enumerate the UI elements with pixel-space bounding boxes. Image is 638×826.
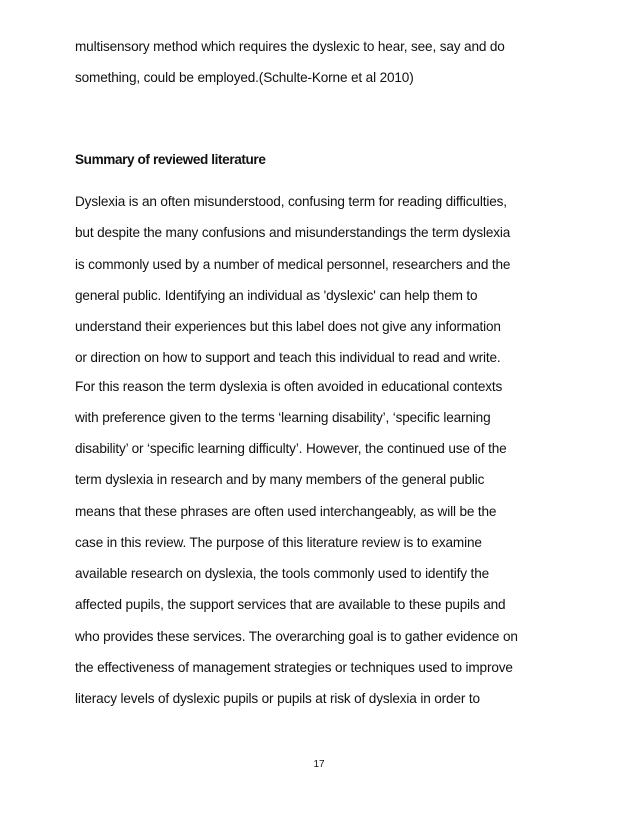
text-line: but despite the many confusions and misunderstandings the term dyslexia	[75, 225, 511, 240]
text-line: affected pupils, the support services that are available to these pupils and	[75, 597, 506, 612]
text-line: understand their experiences but this label does not give any information	[75, 319, 501, 334]
text-line: disability’ or ‘specific learning difficulty’. However, the continued use of the	[75, 441, 507, 456]
text-line: the effectiveness of management strategies or techniques used to improve	[75, 660, 513, 675]
text-line: Dyslexia is an often misunderstood, confusing term for reading difficulties,	[75, 194, 507, 209]
text-line: For this reason the term dyslexia is often avoided in educational contexts	[75, 379, 503, 394]
section-heading: Summary of reviewed literature	[75, 152, 266, 167]
text-line: multisensory method which requires the dyslexic to hear, see, say and do	[75, 39, 505, 54]
page-number: 17	[313, 759, 325, 770]
text-line: is commonly used by a number of medical personnel, researchers and the	[75, 257, 511, 272]
text-line: something, could be employed.(Schulte-Korne et al 2010)	[75, 70, 414, 85]
text-line: literacy levels of dyslexic pupils or pupils at risk of dyslexia in order to	[75, 691, 480, 706]
text-line: who provides these services. The overarching goal is to gather evidence on	[75, 629, 518, 644]
text-line: available research on dyslexia, the tools commonly used to identify the	[75, 566, 490, 581]
text-line: or direction on how to support and teach this individual to read and write.	[75, 350, 501, 365]
text-line: term dyslexia in research and by many members of the general public	[75, 472, 485, 487]
text-line: means that these phrases are often used interchangeably, as will be the	[75, 504, 497, 519]
text-line: general public. Identifying an individual as 'dyslexic' can help them to	[75, 288, 478, 303]
text-line: case in this review. The purpose of this literature review is to examine	[75, 535, 482, 550]
text-line: with preference given to the terms ‘learning disability’, ‘specific learning	[75, 410, 491, 425]
